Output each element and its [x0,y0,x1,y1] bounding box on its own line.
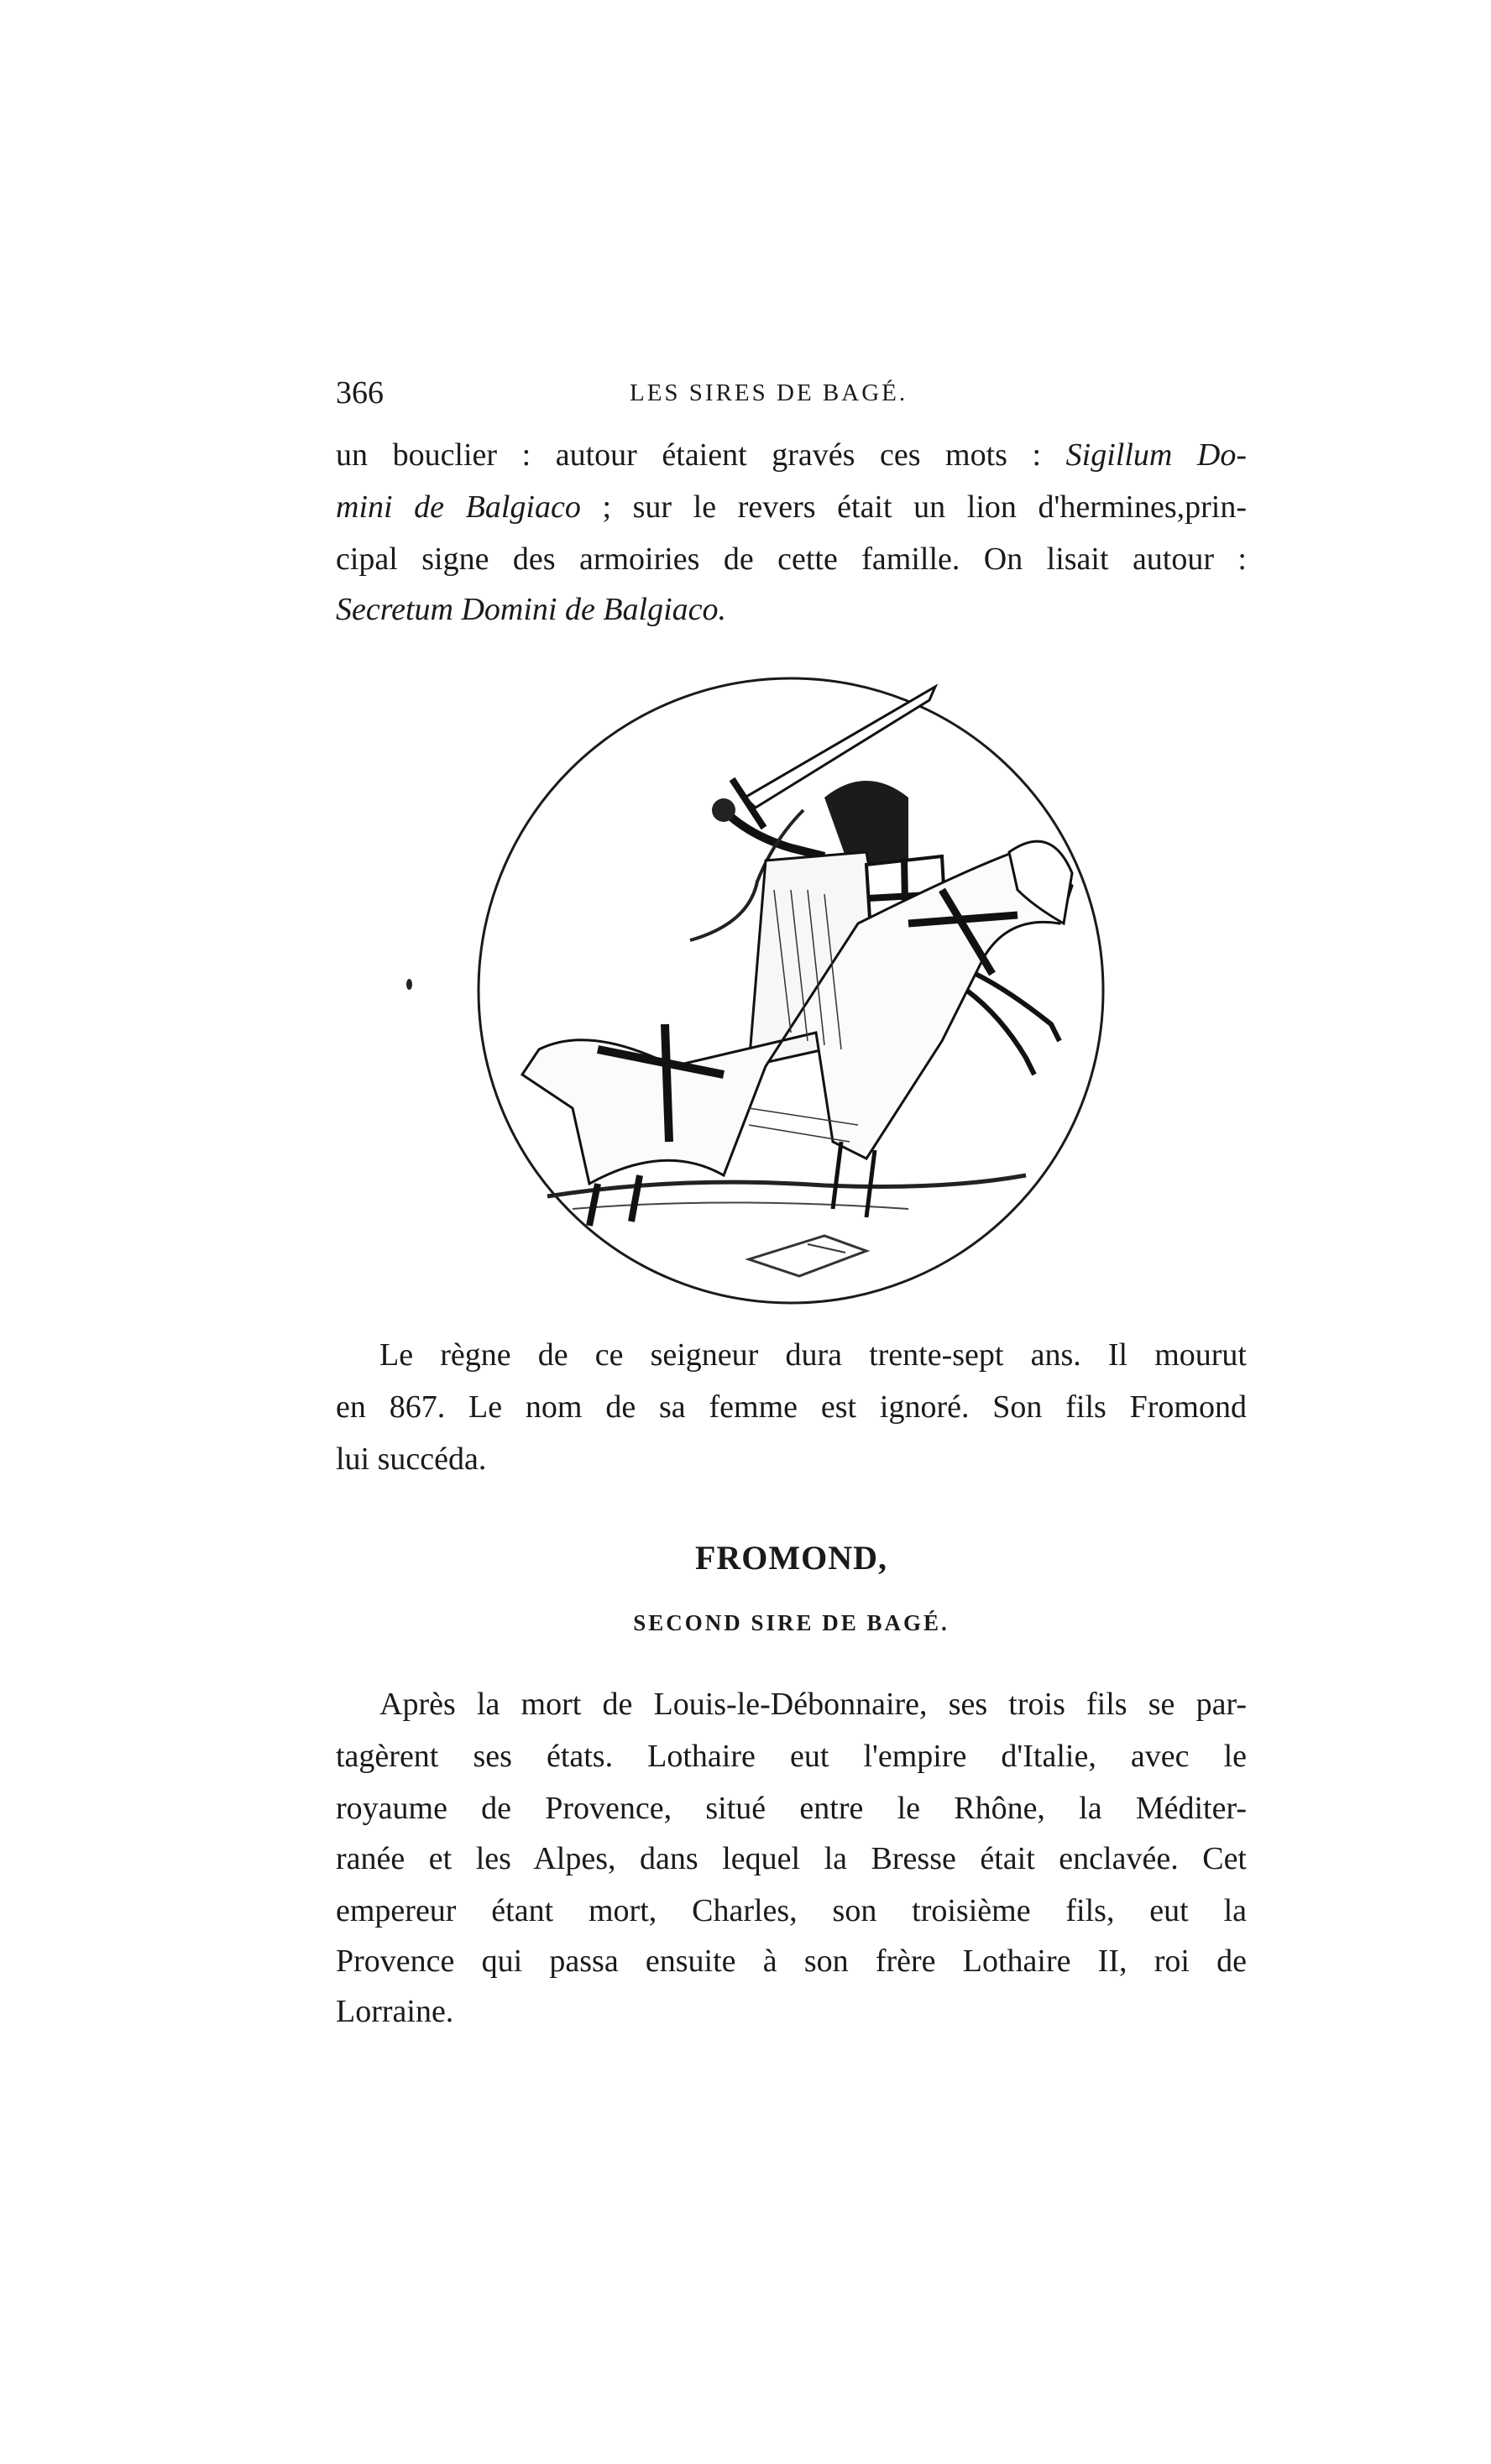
reign-line-2: en 867. Le nom de sa femme est ignoré. Son fils Fromond [336,1389,1247,1425]
intro-line-2-latin: mini de Balgiaco [336,489,581,525]
running-title: LES SIRES DE BAGÉ. [630,379,908,406]
running-head [336,374,1247,416]
body-line-7: Lorraine. [336,1994,454,2029]
body-line-1: Après la mort de Louis-le-Débonnaire, ses trois fils se par- [379,1687,1247,1722]
page-number: 366 [336,375,384,411]
intro-line-1-text: un bouclier : autour étaient gravés ces mots : [336,437,1066,473]
section-subtitle: SECOND SIRE DE BAGÉ. [633,1610,950,1635]
intro-line-2-text: ; sur le revers était un lion d'hermines,prin- [580,489,1247,525]
body-line-2: tagèrent ses états. Lothaire eut l'empire d'Italie, avec le [336,1739,1247,1774]
body-line-4: ranée et les Alpes, dans lequel la Bresse était enclavée. Cet [336,1841,1247,1876]
seal-engraving-icon [472,672,1110,1310]
reign-line-1: Le règne de ce seigneur dura trente-sept ans. Il mourut [379,1337,1247,1373]
reign-line-3: lui succéda. [336,1441,487,1477]
section-title: FROMOND, [694,1539,888,1577]
intro-line-3: cipal signe des armoiries de cette famille. On lisait autour : [336,541,1247,577]
intro-line-1 [336,435,1247,475]
intro-line-4: Secretum Domini de Balgiaco. [336,592,727,627]
ink-speck [406,979,412,990]
body-line-5: empereur étant mort, Charles, son troisième fils, eut la [336,1893,1247,1928]
body-line-6: Provence qui passa ensuite à son frère Lothaire II, roi de [336,1943,1247,1979]
body-line-3: royaume de Provence, situé entre le Rhône, la Méditer- [336,1791,1247,1826]
intro-line-1-latin: Sigillum Do- [1065,437,1247,473]
intro-line-2 [336,487,1247,527]
